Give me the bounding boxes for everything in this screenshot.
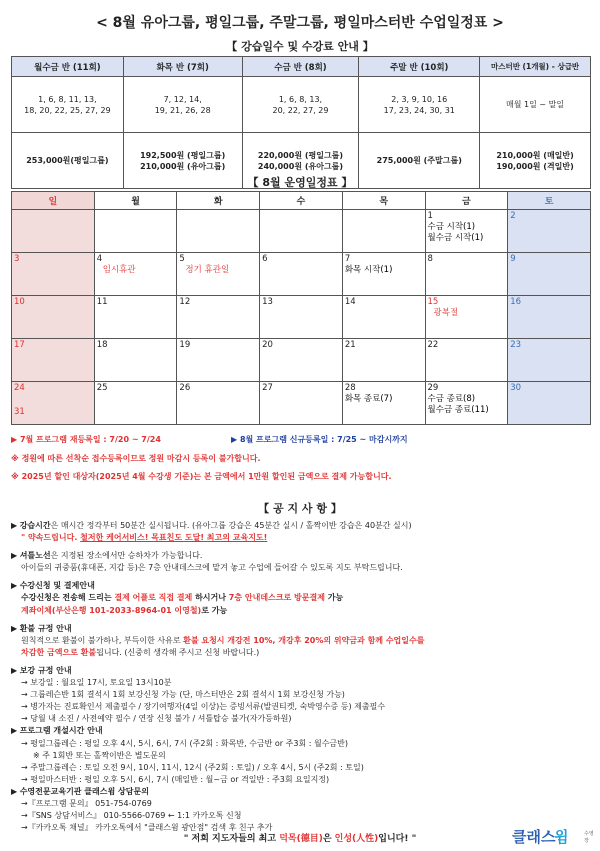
fee-dates-cell: 매월 1일 ~ 말일 (480, 77, 591, 133)
day-number: 19 (179, 340, 191, 350)
calendar-title: 【 8월 운영일정표 】 (247, 176, 353, 189)
calendar-day (260, 253, 343, 296)
calendar-day (425, 382, 508, 425)
warning-discount: ※ 2025년 할인 대상자(2025년 4월 수강생 기준)는 본 금액에서 1만원 할인된 금액으로 결제 가능합니다. (11, 472, 392, 481)
warning-capacity: ※ 정원에 따른 선착순 접수등록이므로 정원 마감시 등록이 불가합니다. (11, 454, 261, 463)
fee-header: 마스터반 (1개월) - 상급반 (480, 57, 591, 77)
fee-dates-row (12, 77, 591, 133)
notice-makeup: ▶ 보강 규정 안내 (11, 665, 72, 675)
day-number: 10 (14, 297, 25, 307)
day-number: 7 (344, 254, 351, 264)
fee-price-cell: 253,000원(평일그룹) (12, 133, 124, 189)
calendar-day (425, 253, 508, 296)
calendar-day (342, 382, 425, 425)
calendar-day (94, 210, 177, 253)
notice-programs: ▶ 프로그램 개설시간 안내 (11, 726, 103, 736)
weekday-sun: 일 (12, 192, 95, 210)
calendar-day (342, 210, 425, 253)
day-event: 수금 시작(1) (427, 222, 476, 232)
day-number: 13 (262, 297, 273, 307)
notice-list: ▶ 강습시간은 매시간 정각부터 50분간 실시됩니다. (유아그룹 강습은 45분간 실시 / 홀짝이반 강습은 40분간 실시) " 약속드립니다. 철저한 케어서비스! 목표친도 도달! 최고의 교육지도! ▶ 셔틀노선은 지정된 장소에서만 승하차가 가능합니다. 아이들의 귀중품(휴대폰, 지갑 등)은 7층 안내데스크에 맡겨 놓고 수업에 들어갈 수 있도록 지도 부탁드립니다. ▶ 수강신청 및 결제안내 수강신청은 전송해 드리는 결제 어플로 직접 결제 하시거나 7층 안내데스크로 방문결제 가능 계좌이체(부산은행 101-2033-8964-01 이영철)로 가능 ▶ 환불 규정 안내 원칙적으로 환불이 불가하나, 부득이한 사유로 환불 요청시 개강전 10%, 개강후 20%의 위약금과 함께 수업일수를 차감한 금액으로 환불됩니다. (신중히 생각해 주시고 신청 바랍니다.) ▶ 보강 규정 안내 → 보강일 : 월요일 17시, 토요일 13시10분 → 그룹레슨반 1회 결석시 1회 보강신청 가능 (단, 마스터반은 2회 결석시 1회 보강신청 가능) → 병가자는 진료확인서 제출필수 / 장기여행자(4일 이상)는 증빙서류(발권티켓, 숙박영수증 등) 제출필수 → 당월 내 소진 / 사전예약 필수 / 연장 신청 불가 / 셔틀탑승 불가(자가등하원) ▶ 프로그램 개설시간 안내 → 평일그룹레슨 : 평일 오후 4시, 5시, 6시, 7시 (주2회 : 화목반, 수금반 or 주3회 : 월수금반) ※ 주 1회반 또는 홀짝이반은 별도문의 → 주말그룹레슨 : 토일 오전 9시, 10시, 11시, 12시 (주2회 : 토일) / 오후 4시, 5시 (주2회 : 토일) → 평일마스터반 : 평일 오후 5시, 6시, 7시 (매일반 : 월~금 or 격일반 : 주3회 요일지정) ▶ 수영전문교육기관 클래스윔 상담문의 →『프로그램 문의』 051-754-0769 →『SNS 상담서비스』 010-5566-0769 ← 1:1 카카오톡 신청 →『카카오톡 채널』 카카오톡에서 "클래스윔 광안점" 검색 후 친구 추가 (11, 520, 591, 834)
weekday-row (12, 192, 591, 210)
calendar-day (508, 253, 591, 296)
calendar-day (177, 253, 260, 296)
fee-table (11, 56, 591, 189)
fee-dates-cell: 1, 6, 8, 13, 20, 22, 27, 29 (242, 77, 359, 133)
day-number: 1 (427, 211, 433, 221)
day-event: 광복절 (433, 308, 459, 318)
day-number: 24 (14, 383, 25, 393)
fee-header: 주말 반 (10회) (359, 57, 480, 77)
calendar-body (12, 210, 591, 425)
weekday-fri: 금 (425, 192, 508, 210)
calendar-day (342, 253, 425, 296)
day-number: 17 (14, 340, 25, 350)
day-event: 임시휴관 (102, 265, 136, 275)
calendar-day (508, 339, 591, 382)
calendar-day (177, 339, 260, 382)
calendar-day (260, 382, 343, 425)
notice-time: ▶ 강습시간은 매시간 정각부터 50분간 실시됩니다. (유아그룹 강습은 45분간 실시 / 홀짝이반 강습은 40분간 실시) (11, 521, 412, 530)
calendar-week (12, 296, 591, 339)
calendar-day (260, 210, 343, 253)
weekday-mon: 월 (94, 192, 177, 210)
day-number: 18 (96, 340, 108, 350)
weekday-wed: 수 (260, 192, 343, 210)
weekday-tue: 화 (177, 192, 260, 210)
notice-title: 【 공 지 사 항 】 (258, 502, 342, 515)
day-event: 수금 종료(8) (427, 394, 476, 404)
calendar-day (12, 382, 95, 425)
day-number: 28 (344, 383, 356, 393)
calendar-week (12, 339, 591, 382)
calendar-day (260, 339, 343, 382)
day-event: 정기 휴관일 (185, 265, 230, 275)
day-number: 3 (14, 254, 20, 264)
day-number: 27 (262, 383, 273, 393)
fee-price-cell: 192,500원 (평일그룹) 210,000원 (유아그룹) (123, 133, 242, 189)
day-number: 15 (427, 297, 439, 307)
classwim-logo: 클래스 윔 수영장 (512, 828, 594, 846)
calendar-day (342, 296, 425, 339)
notice-shuttle: ▶ 셔틀노선은 지정된 장소에서만 승하차가 가능합니다. (11, 551, 203, 561)
calendar-day (177, 382, 260, 425)
calendar-day (425, 339, 508, 382)
fee-dates-cell: 7, 12, 14, 19, 21, 26, 28 (123, 77, 242, 133)
day-number: 11 (96, 297, 108, 307)
footer-motto: " 저희 지도자들의 최고 덕목(德目)은 인성(人性)입니다! " (183, 834, 417, 844)
fee-price-cell: 220,000원 (평일그룹) 240,000원 (유아그룹) (242, 133, 359, 189)
day-number: 14 (344, 297, 356, 307)
day-number: 23 (510, 340, 522, 350)
calendar-day (425, 296, 508, 339)
day-number: 31 (14, 407, 25, 417)
day-event: 화목 시작(1) (344, 265, 393, 275)
day-number: 8 (427, 254, 433, 264)
calendar-day (342, 339, 425, 382)
page-title: < 8월 유아그룹, 평일그룹, 주말그룹, 평일마스터반 수업일정표 > (96, 15, 504, 31)
fee-section-title: 【 강습일수 및 수강료 안내 】 (226, 40, 374, 53)
calendar-day (177, 210, 260, 253)
calendar-week (12, 210, 591, 253)
day-number: 21 (344, 340, 356, 350)
day-number: 30 (510, 383, 522, 393)
day-event: 월수금 시작(1) (427, 233, 484, 243)
weekday-thu: 목 (342, 192, 425, 210)
calendar-day (260, 296, 343, 339)
calendar-day (12, 296, 95, 339)
day-event: 화목 종료(7) (344, 394, 393, 404)
day-number: 6 (262, 254, 268, 264)
existing-registration: ▶ 7월 프로그램 재등록일 : 7/20 ~ 7/24 (11, 435, 161, 444)
calendar-day (94, 339, 177, 382)
calendar-day (12, 253, 95, 296)
fee-dates-cell: 1, 6, 8, 11, 13, 18, 20, 22, 25, 27, 29 (12, 77, 124, 133)
notice-contact: ▶ 수영전문교육기관 클래스윔 상담문의 (11, 786, 149, 796)
notice-refund: ▶ 환불 규정 안내 (11, 623, 72, 633)
fee-header-row (12, 57, 591, 77)
weekday-sat: 토 (508, 192, 591, 210)
calendar-day (508, 382, 591, 425)
calendar-day (425, 210, 508, 253)
day-number: 22 (427, 340, 439, 350)
day-number: 26 (179, 383, 191, 393)
day-number: 9 (510, 254, 516, 264)
day-event: 월수금 종료(11) (427, 405, 489, 415)
day-number: 29 (427, 383, 439, 393)
calendar-day (94, 296, 177, 339)
fee-header: 수금 반 (8회) (242, 57, 359, 77)
fee-header: 화목 반 (7회) (123, 57, 242, 77)
day-number: 12 (179, 297, 191, 307)
fee-dates-cell: 2, 3, 9, 10, 16 17, 23, 24, 30, 31 (359, 77, 480, 133)
calendar-week (12, 253, 591, 296)
new-registration: ▶ 8월 프로그램 신규등록일 : 7/25 ~ 마감시까지 (231, 435, 408, 444)
day-number: 16 (510, 297, 522, 307)
fee-price-cell: 210,000원 (매일반) 190,000원 (격일반) (480, 133, 591, 189)
day-number: 20 (262, 340, 273, 350)
calendar-day (508, 296, 591, 339)
day-number: 4 (96, 254, 103, 264)
calendar-day (508, 210, 591, 253)
calendar-day (12, 210, 95, 253)
notice-payment: ▶ 수강신청 및 결제안내 (11, 581, 95, 591)
calendar-day (94, 253, 177, 296)
calendar-day (94, 382, 177, 425)
calendar-table (11, 191, 591, 425)
calendar-day (177, 296, 260, 339)
fee-header: 월수금 반 (11회) (12, 57, 124, 77)
calendar-day (12, 339, 95, 382)
fee-price-cell: 275,000원 (주말그룹) (359, 133, 480, 189)
calendar-week (12, 382, 591, 425)
day-number: 25 (96, 383, 108, 393)
day-number: 2 (510, 211, 516, 221)
day-number: 5 (179, 254, 185, 264)
